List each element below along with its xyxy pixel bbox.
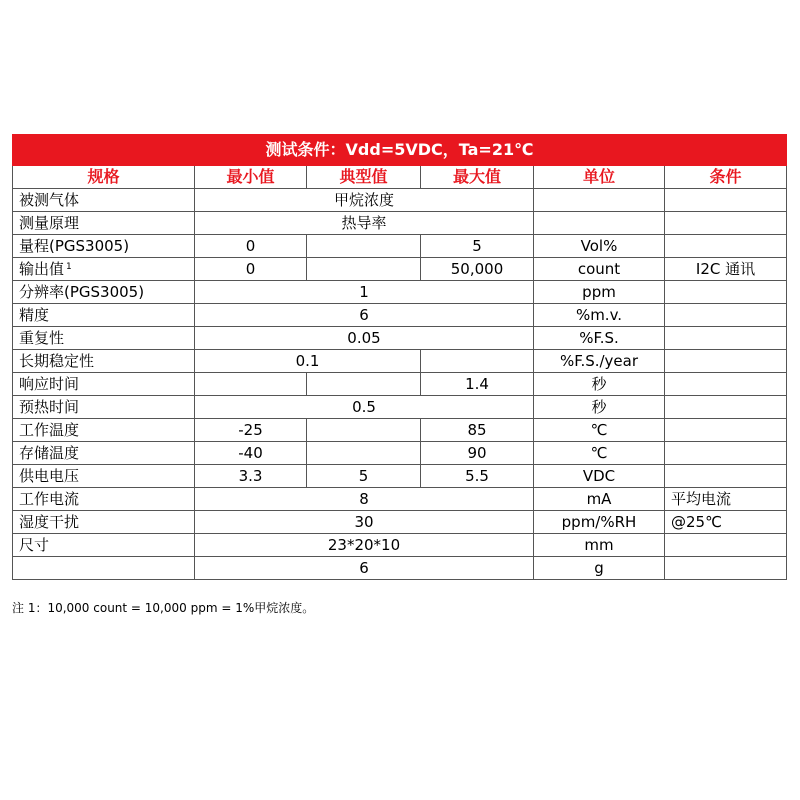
- row-condition: [665, 212, 787, 235]
- table-row: [13, 212, 787, 235]
- header-spec: 规格: [13, 166, 195, 189]
- header-min: 最小值: [195, 166, 307, 189]
- row-unit: VDC: [534, 465, 665, 488]
- row-max: 5.5: [421, 465, 534, 488]
- table-row: [13, 258, 787, 281]
- header-condition: 条件: [665, 166, 787, 189]
- row-unit: ℃: [534, 419, 665, 442]
- row-condition: @25℃: [665, 511, 787, 534]
- table-row: [13, 281, 787, 304]
- row-name: 长期稳定性: [13, 350, 195, 373]
- row-name: 重复性: [13, 327, 195, 350]
- row-unit: g: [534, 557, 665, 580]
- row-condition: [665, 235, 787, 258]
- table-row: [13, 373, 787, 396]
- row-min: 0: [195, 258, 307, 281]
- header-unit: 单位: [534, 166, 665, 189]
- table-row: [13, 235, 787, 258]
- row-condition: [665, 304, 787, 327]
- row-typical: 热导率: [195, 212, 534, 235]
- row-unit: ppm/%RH: [534, 511, 665, 534]
- table-row: [13, 488, 787, 511]
- row-typical: 1: [195, 281, 534, 304]
- row-condition: I2C 通讯: [665, 258, 787, 281]
- row-max: [421, 350, 534, 373]
- row-name: 输出值: [19, 260, 65, 278]
- row-name-cell: [13, 258, 195, 281]
- row-min: 0: [195, 235, 307, 258]
- row-unit: mA: [534, 488, 665, 511]
- spec-table: [12, 134, 787, 580]
- row-condition: [665, 465, 787, 488]
- row-unit: count: [534, 258, 665, 281]
- row-max: 1.4: [421, 373, 534, 396]
- row-unit: ppm: [534, 281, 665, 304]
- row-typical: [307, 373, 421, 396]
- footnote-marker: 1: [66, 262, 72, 272]
- row-max: 90: [421, 442, 534, 465]
- row-name: [13, 557, 195, 580]
- row-typical: 5: [307, 465, 421, 488]
- row-max: 5: [421, 235, 534, 258]
- row-unit: Vol%: [534, 235, 665, 258]
- row-typical: [307, 258, 421, 281]
- row-unit: [534, 212, 665, 235]
- row-condition: [665, 189, 787, 212]
- row-name: 供电电压: [13, 465, 195, 488]
- table-row: [13, 465, 787, 488]
- row-unit: [534, 189, 665, 212]
- row-max: 85: [421, 419, 534, 442]
- row-condition: [665, 534, 787, 557]
- table-row: [13, 327, 787, 350]
- row-typical: 0.5: [195, 396, 534, 419]
- table-row: [13, 442, 787, 465]
- row-name: 被测气体: [13, 189, 195, 212]
- table-row: [13, 189, 787, 212]
- row-name: 精度: [13, 304, 195, 327]
- row-name: 湿度干扰: [13, 511, 195, 534]
- row-typical: [307, 419, 421, 442]
- row-unit: mm: [534, 534, 665, 557]
- row-min: -40: [195, 442, 307, 465]
- table-row: [13, 534, 787, 557]
- row-name: 尺寸: [13, 534, 195, 557]
- table-title: 测试条件：Vdd=5VDC，Ta=21℃: [13, 135, 787, 166]
- row-max: 50,000: [421, 258, 534, 281]
- row-condition: [665, 350, 787, 373]
- table-header-row: [13, 166, 787, 189]
- row-unit: %F.S.: [534, 327, 665, 350]
- row-min: -25: [195, 419, 307, 442]
- row-name: 预热时间: [13, 396, 195, 419]
- row-typical: 6: [195, 304, 534, 327]
- row-name: 测量原理: [13, 212, 195, 235]
- row-typical: 8: [195, 488, 534, 511]
- row-typical: [307, 235, 421, 258]
- table-row: [13, 419, 787, 442]
- row-condition: [665, 557, 787, 580]
- row-condition: 平均电流: [665, 488, 787, 511]
- row-condition: [665, 419, 787, 442]
- row-condition: [665, 281, 787, 304]
- table-row: [13, 350, 787, 373]
- row-typical: 23*20*10: [195, 534, 534, 557]
- row-condition: [665, 442, 787, 465]
- row-name: 工作电流: [13, 488, 195, 511]
- row-typical: 6: [195, 557, 534, 580]
- row-typical: 0.1: [195, 350, 421, 373]
- row-unit: ℃: [534, 442, 665, 465]
- row-typical: 0.05: [195, 327, 534, 350]
- header-typ: 典型值: [307, 166, 421, 189]
- row-min: 3.3: [195, 465, 307, 488]
- row-min: [195, 373, 307, 396]
- row-typical: 甲烷浓度: [195, 189, 534, 212]
- row-name: 量程(PGS3005): [13, 235, 195, 258]
- row-condition: [665, 327, 787, 350]
- row-condition: [665, 373, 787, 396]
- table-row: [13, 396, 787, 419]
- header-max: 最大值: [421, 166, 534, 189]
- table-row: [13, 304, 787, 327]
- row-unit: 秒: [534, 396, 665, 419]
- row-typical: 30: [195, 511, 534, 534]
- row-name: 存储温度: [13, 442, 195, 465]
- table-title-row: [13, 135, 787, 166]
- row-name: 响应时间: [13, 373, 195, 396]
- row-unit: %F.S./year: [534, 350, 665, 373]
- row-name: 工作温度: [13, 419, 195, 442]
- row-unit: %m.v.: [534, 304, 665, 327]
- row-typical: [307, 442, 421, 465]
- row-condition: [665, 396, 787, 419]
- table-row: [13, 557, 787, 580]
- row-name: 分辨率(PGS3005): [13, 281, 195, 304]
- table-row: [13, 511, 787, 534]
- footnote: 注 1：10,000 count = 10,000 ppm = 1%甲烷浓度。: [12, 601, 315, 615]
- row-unit: 秒: [534, 373, 665, 396]
